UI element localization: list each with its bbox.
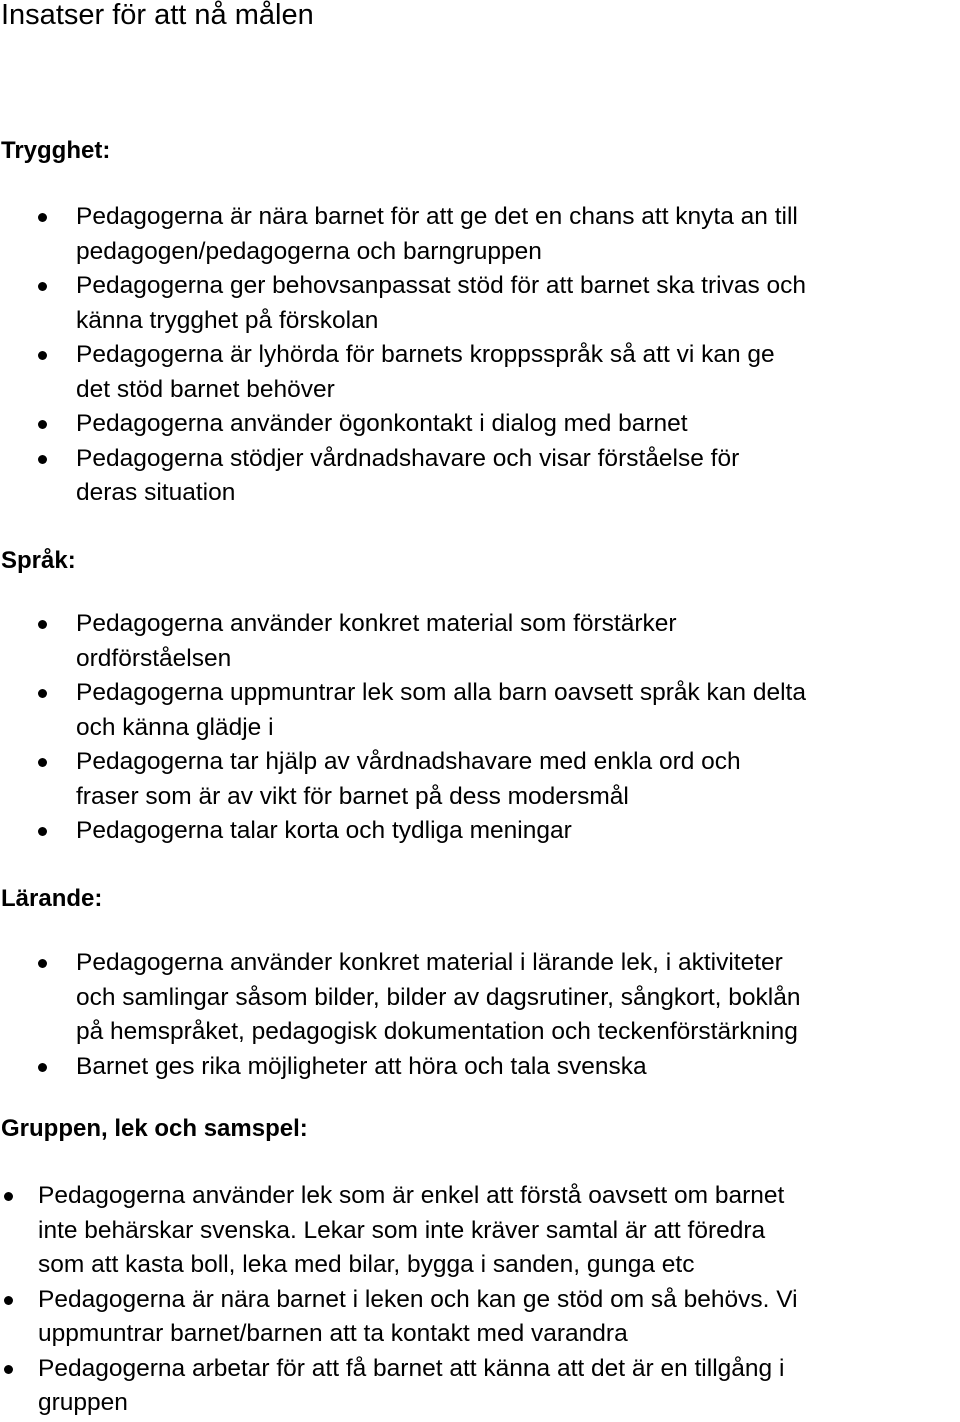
item-line: inte behärskar svenska. Lekar som inte kräver samtal är att föredra — [38, 1216, 766, 1244]
bullet-icon — [38, 1063, 47, 1072]
section-heading-larande: Lärande: — [1, 885, 103, 912]
item-line: känna trygghet på förskolan — [76, 306, 379, 334]
bullet-icon — [38, 213, 47, 222]
list-item — [76, 200, 960, 269]
list-item — [38, 1179, 960, 1283]
list-trygghet — [76, 200, 960, 511]
item-line: Pedagogerna tar hjälp av vårdnadshavare med enkla ord och — [76, 748, 741, 775]
item-line: uppmuntrar barnet/barnen att ta kontakt med varandra — [38, 1320, 628, 1347]
list-item — [76, 607, 960, 676]
page-title: Insatser för att nå målen — [1, 0, 314, 31]
item-line: gruppen — [38, 1389, 128, 1416]
item-line: Pedagogerna talar korta och tydliga meningar — [76, 817, 572, 844]
item-line: Pedagogerna uppmuntrar lek som alla barn oavsett språk kan delta — [76, 679, 806, 706]
list-item — [76, 676, 960, 745]
list-gruppen — [38, 1179, 960, 1421]
item-line: Pedagogerna använder ögonkontakt i dialog med barnet — [76, 410, 688, 437]
bullet-icon — [4, 1296, 13, 1305]
bullet-icon — [38, 455, 47, 464]
item-line: ordförståelsen — [76, 644, 232, 672]
item-line: och känna glädje i — [76, 713, 274, 741]
item-line: deras situation — [76, 479, 236, 506]
section-heading-trygghet: Trygghet: — [1, 137, 111, 164]
bullet-icon — [38, 959, 47, 968]
list-sprak — [76, 607, 960, 849]
list-item — [38, 1352, 960, 1421]
item-line: Pedagogerna är nära barnet för att ge det en chans att knyta an till — [76, 203, 798, 230]
item-line: som att kasta boll, leka med bilar, bygga i sanden, gunga etc — [38, 1251, 695, 1278]
item-line: fraser som är av vikt för barnet på dess modersmål — [76, 782, 629, 810]
item-line: det stöd barnet behöver — [76, 375, 335, 403]
list-item — [76, 442, 960, 511]
bullet-icon — [38, 282, 47, 291]
item-line: pedagogen/pedagogerna och barngruppen — [76, 237, 542, 265]
list-larande — [76, 946, 960, 1084]
list-item — [76, 745, 960, 814]
item-line: Pedagogerna arbetar för att få barnet att känna att det är en tillgång i — [38, 1354, 785, 1382]
bullet-icon — [38, 420, 47, 429]
bullet-icon — [38, 620, 47, 629]
item-line: Pedagogerna använder konkret material i lärande lek, i aktiviteter — [76, 949, 783, 976]
list-item — [76, 1050, 960, 1085]
bullet-icon — [38, 827, 47, 836]
section-heading-gruppen: Gruppen, lek och samspel: — [1, 1115, 308, 1142]
item-line: Pedagogerna använder konkret material som förstärker — [76, 610, 677, 637]
list-item — [76, 946, 960, 1050]
list-item — [76, 338, 960, 407]
bullet-icon — [4, 1365, 13, 1374]
bullet-icon — [4, 1192, 13, 1201]
item-line: Barnet ges rika möjligheter att höra och tala svenska — [76, 1052, 647, 1080]
list-item — [76, 407, 960, 442]
bullet-icon — [38, 758, 47, 767]
section-heading-sprak: Språk: — [1, 547, 76, 574]
item-line: Pedagogerna ger behovsanpassat stöd för att barnet ska trivas och — [76, 272, 807, 299]
item-line: Pedagogerna använder lek som är enkel att förstå oavsett om barnet — [38, 1182, 785, 1209]
item-line: Pedagogerna stödjer vårdnadshavare och visar förståelse för — [76, 444, 740, 472]
bullet-icon — [38, 689, 47, 698]
list-item — [38, 1283, 960, 1352]
list-item — [76, 269, 960, 338]
item-line: Pedagogerna är lyhörda för barnets kroppsspråk så att vi kan ge — [76, 341, 775, 368]
item-line: på hemspråket, pedagogisk dokumentation och teckenförstärkning — [76, 1018, 798, 1045]
item-line: och samlingar såsom bilder, bilder av dagsrutiner, sångkort, boklån — [76, 983, 801, 1011]
item-line: Pedagogerna är nära barnet i leken och kan ge stöd om så behövs. Vi — [38, 1285, 798, 1313]
list-item — [76, 814, 960, 849]
bullet-icon — [38, 351, 47, 360]
